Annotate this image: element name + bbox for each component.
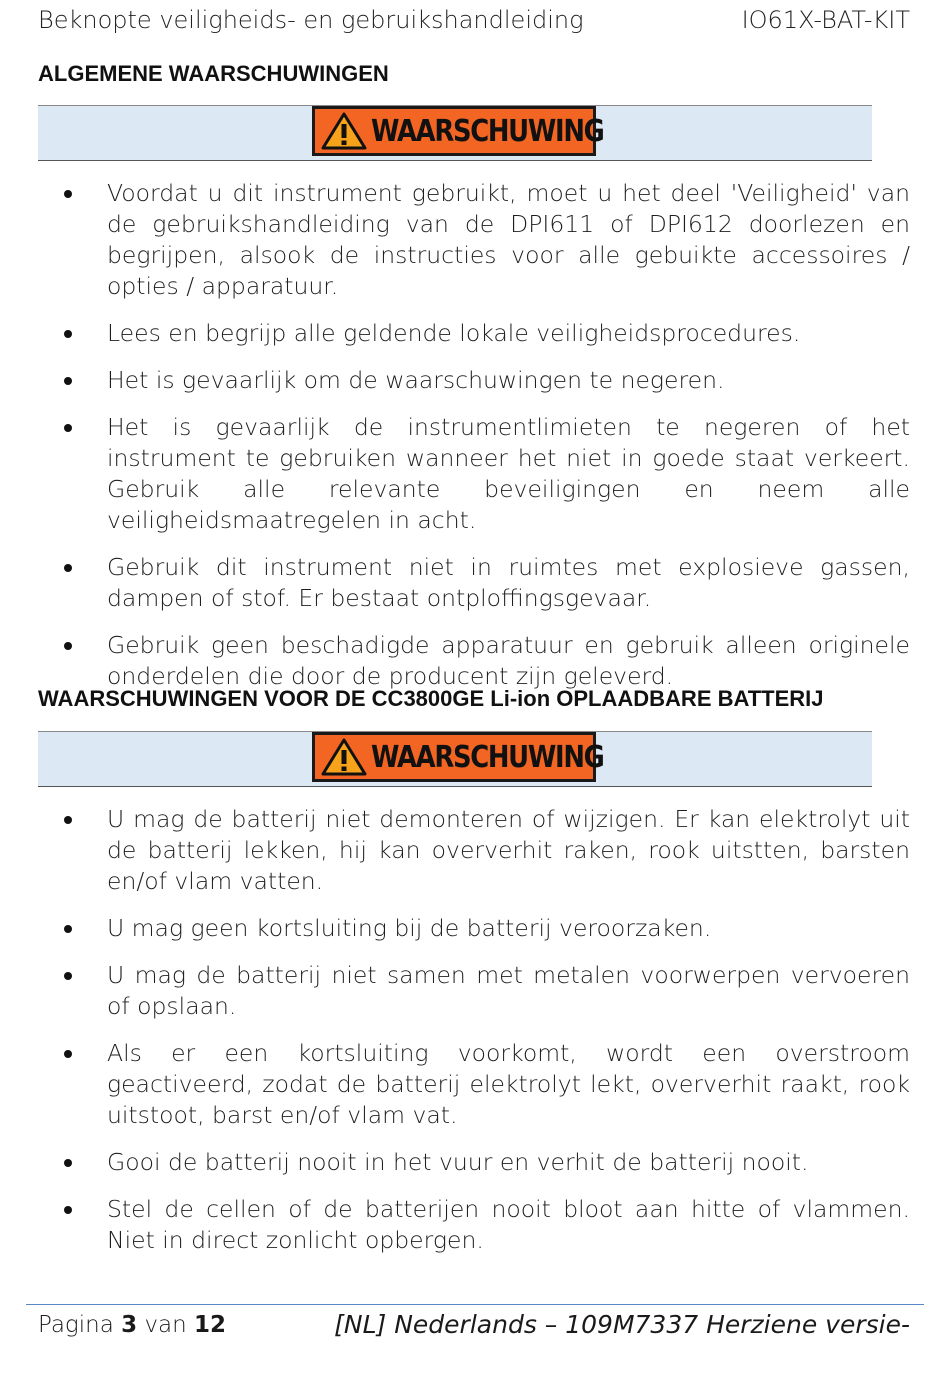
bullet-icon — [64, 564, 72, 572]
warning-triangle-icon — [321, 112, 367, 150]
warning-band — [38, 731, 872, 787]
page-indicator: Pagina 3 van 12 — [38, 1312, 227, 1338]
warning-sign-label: WAARSCHUWING — [371, 739, 604, 775]
general-warnings-list — [0, 178, 910, 708]
list-item: U mag de batterij niet demonteren of wijzigen. Er kan elektrolyt uit de batterij lekken, hij kan oververhit raken, rook uitstten, barsten en/of vlam vatten. — [0, 804, 910, 897]
list-item: U mag de batterij niet samen met metalen voorwerpen vervoeren of opslaan. — [0, 960, 910, 1022]
section-title-battery: WAARSCHUWINGEN VOOR DE CC3800GE Li-ion OPLAADBARE BATTERIJ — [38, 686, 824, 711]
bullet-icon — [64, 1159, 72, 1167]
bullet-icon — [64, 330, 72, 338]
battery-warnings-list — [0, 804, 910, 1272]
doc-header-title: Beknopte veiligheids- en gebruikshandleiding — [38, 6, 584, 34]
list-item: Lees en begrijp alle geldende lokale veiligheidsprocedures. — [0, 318, 910, 349]
list-item: U mag geen kortsluiting bij de batterij veroorzaken. — [0, 913, 910, 944]
bullet-icon — [64, 424, 72, 432]
current-page-number: 3 — [121, 1312, 138, 1338]
bullet-icon — [64, 190, 72, 198]
list-item: Gooi de batterij nooit in het vuur en verhit de batterij nooit. — [0, 1147, 910, 1178]
warning-sign — [312, 732, 604, 782]
warning-sign-label: WAARSCHUWING — [371, 113, 604, 149]
list-item: Stel de cellen of de batterijen nooit bloot aan hitte of vlammen. Niet in direct zonlicht opbergen. — [0, 1194, 910, 1256]
footer-document-info: [NL] Nederlands – 109M7337 Herziene versie- — [334, 1310, 910, 1339]
bullet-icon — [64, 1206, 72, 1214]
list-item: Gebruik geen beschadigde apparatuur en gebruik alleen originele onderdelen die door de producent zijn geleverd. — [0, 630, 910, 692]
list-item: Het is gevaarlijk de instrumentlimieten te negeren of het instrument te gebruiken wanneer het niet in goede staat verkeert. Gebruik alle relevante beveiligingen en neem alle veiligheidsmaatregelen in acht. — [0, 412, 910, 536]
list-item: Voordat u dit instrument gebruikt, moet u het deel 'Veiligheid' van de gebruikshandleiding van de DPI611 of DPI612 doorlezen en begrijpen, alsook de instructies voor alle gebuikte accessoires / opties / apparatuur. — [0, 178, 910, 302]
bullet-icon — [64, 642, 72, 650]
doc-header-code: IO61X-BAT-KIT — [741, 6, 910, 34]
bullet-icon — [64, 1050, 72, 1058]
bullet-icon — [64, 925, 72, 933]
list-item: Het is gevaarlijk om de waarschuwingen te negeren. — [0, 365, 910, 396]
bullet-icon — [64, 816, 72, 824]
total-page-number: 12 — [194, 1312, 227, 1338]
bullet-icon — [64, 377, 72, 385]
bullet-icon — [64, 972, 72, 980]
list-item: Gebruik dit instrument niet in ruimtes met explosieve gassen, dampen of stof. Er bestaat ontploffingsgevaar. — [0, 552, 910, 614]
warning-triangle-icon — [321, 738, 367, 776]
footer-rule — [26, 1304, 924, 1305]
list-item: Als er een kortsluiting voorkomt, wordt een overstroom geactiveerd, zodat de batterij elektrolyt lekt, oververhit raakt, rook uitstoot, barst en/of vlam vat. — [0, 1038, 910, 1131]
section-title-general: ALGEMENE WAARSCHUWINGEN — [38, 61, 389, 86]
warning-sign — [312, 106, 604, 156]
warning-band — [38, 105, 872, 161]
